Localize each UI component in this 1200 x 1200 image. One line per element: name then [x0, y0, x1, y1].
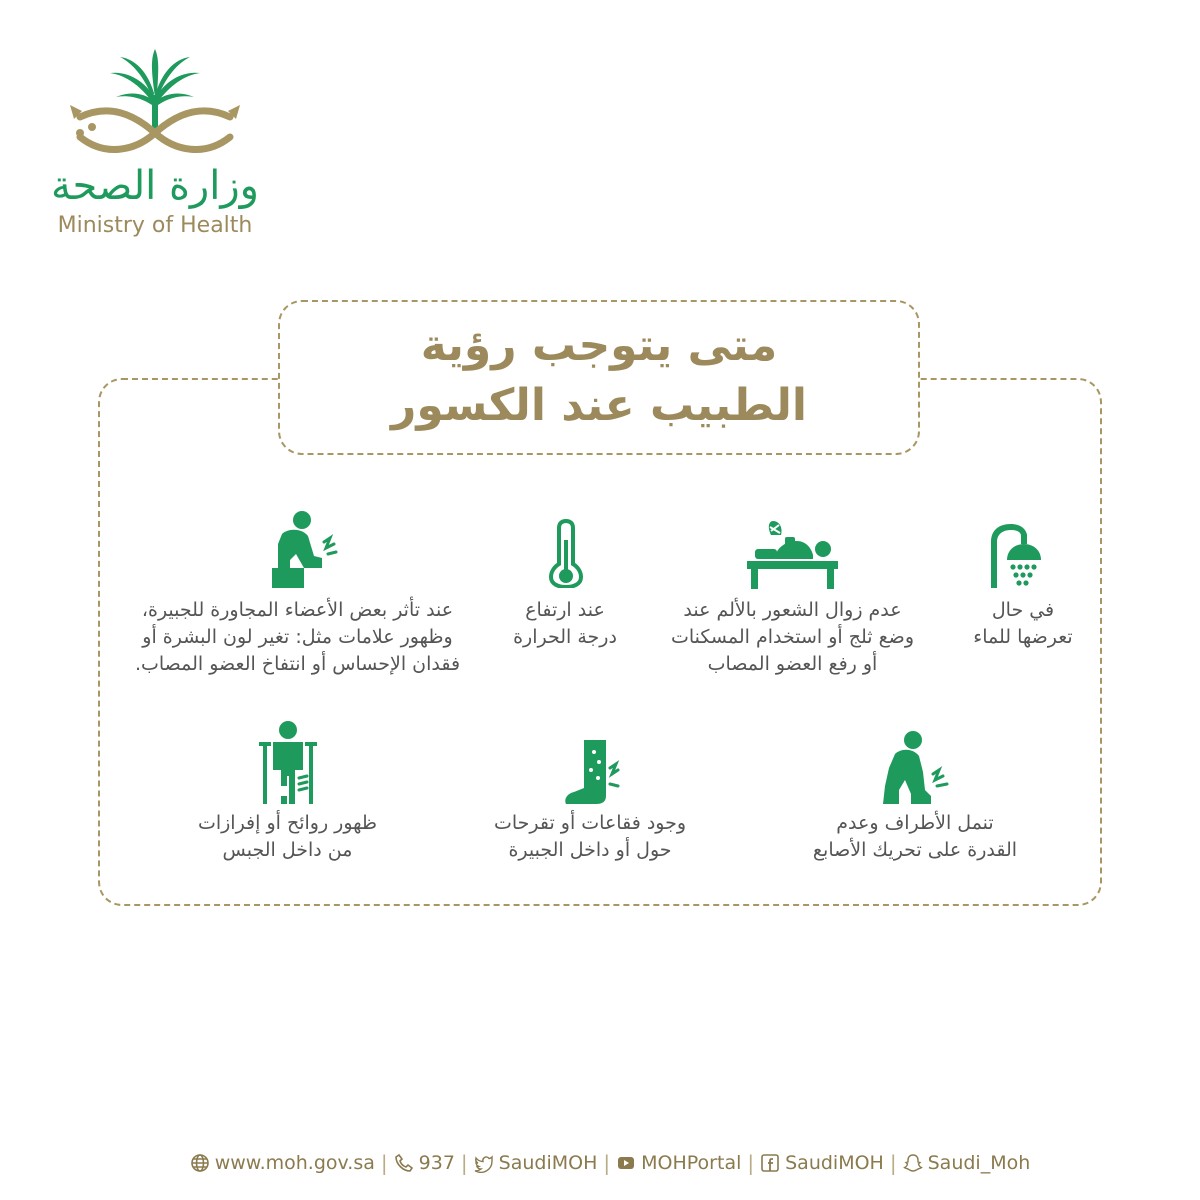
caption-line: وجود فقاعات أو تقرحات: [493, 812, 687, 834]
patient-on-bed-icon: [745, 515, 840, 590]
separator: |: [603, 1151, 611, 1175]
caption-fever: [490, 597, 640, 651]
twitter-text: SaudiMOH: [498, 1152, 598, 1174]
globe-icon: [190, 1153, 210, 1173]
youtube-text: MOHPortal: [641, 1152, 742, 1174]
title-line-2: الطبيب عند الكسور: [391, 380, 807, 431]
caption-line: من داخل الجبس: [222, 839, 353, 861]
ministry-name-arabic: وزارة الصحة: [51, 163, 259, 209]
facebook-icon: [760, 1153, 780, 1173]
website-link[interactable]: [190, 1152, 375, 1174]
facebook-link[interactable]: [760, 1152, 884, 1174]
twitter-link[interactable]: [474, 1152, 598, 1174]
caption-line: عند ارتفاع: [525, 599, 605, 621]
person-crutches-icon: [255, 720, 321, 806]
separator: |: [460, 1151, 468, 1175]
caption-line: القدرة على تحريك الأصابع: [812, 839, 1018, 861]
caption-line: في حال: [991, 599, 1055, 621]
snapchat-link[interactable]: [903, 1152, 1031, 1174]
thermometer-icon: [548, 518, 584, 588]
caption-line: درجة الحرارة: [513, 626, 617, 648]
shower-icon: [985, 522, 1045, 588]
palm-swords-emblem-icon: [40, 45, 270, 160]
caption-line: عدم زوال الشعور بالألم عند: [683, 599, 902, 621]
caption-line: وظهور علامات مثل: تغير لون البشرة أو: [142, 626, 453, 648]
caption-pain: [650, 597, 935, 678]
caption-line: تنمل الأطراف وعدم: [836, 812, 994, 834]
caption-line: ظهور روائح أو إفرازات: [197, 812, 378, 834]
sitting-person-pain-icon: [262, 508, 344, 590]
phone-icon: [394, 1153, 414, 1173]
phone-link[interactable]: [394, 1152, 455, 1174]
caption-line: حول أو داخل الجبيرة: [508, 839, 672, 861]
caption-line: تعرضها للماء: [973, 626, 1073, 648]
caption-adjacent-organs: [115, 597, 480, 678]
cast-leg-icon: [560, 738, 620, 806]
caption-line: وضع ثلج أو استخدام المسكنات: [671, 626, 914, 648]
caption-line: أو رفع العضو المصاب: [707, 653, 878, 675]
youtube-link[interactable]: [616, 1152, 741, 1174]
caption-line: فقدان الإحساس أو انتفاخ العضو المصاب.: [134, 653, 461, 675]
youtube-icon: [616, 1153, 636, 1173]
title-line-1: متى يتوجب رؤية: [420, 320, 778, 371]
caption-water: [938, 597, 1108, 651]
separator: |: [747, 1151, 755, 1175]
title-box: [278, 300, 920, 455]
caption-line: عند تأثر بعض الأعضاء المجاورة للجبيرة،: [141, 599, 454, 621]
snapchat-icon: [903, 1153, 923, 1173]
ministry-name-english: Ministry of Health: [57, 213, 253, 238]
separator: |: [380, 1151, 388, 1175]
snapchat-text: Saudi_Moh: [927, 1152, 1031, 1174]
facebook-text: SaudiMOH: [785, 1152, 884, 1174]
crouching-person-pain-icon: [875, 730, 955, 805]
moh-logo: [40, 45, 270, 245]
website-text: www.moh.gov.sa: [214, 1152, 375, 1174]
twitter-icon: [474, 1153, 494, 1173]
separator: |: [889, 1151, 897, 1175]
phone-text: 937: [418, 1152, 455, 1174]
contact-footer: [170, 1148, 1050, 1178]
caption-numbness: [780, 810, 1050, 864]
caption-odors: [180, 810, 395, 864]
caption-blisters: [470, 810, 710, 864]
